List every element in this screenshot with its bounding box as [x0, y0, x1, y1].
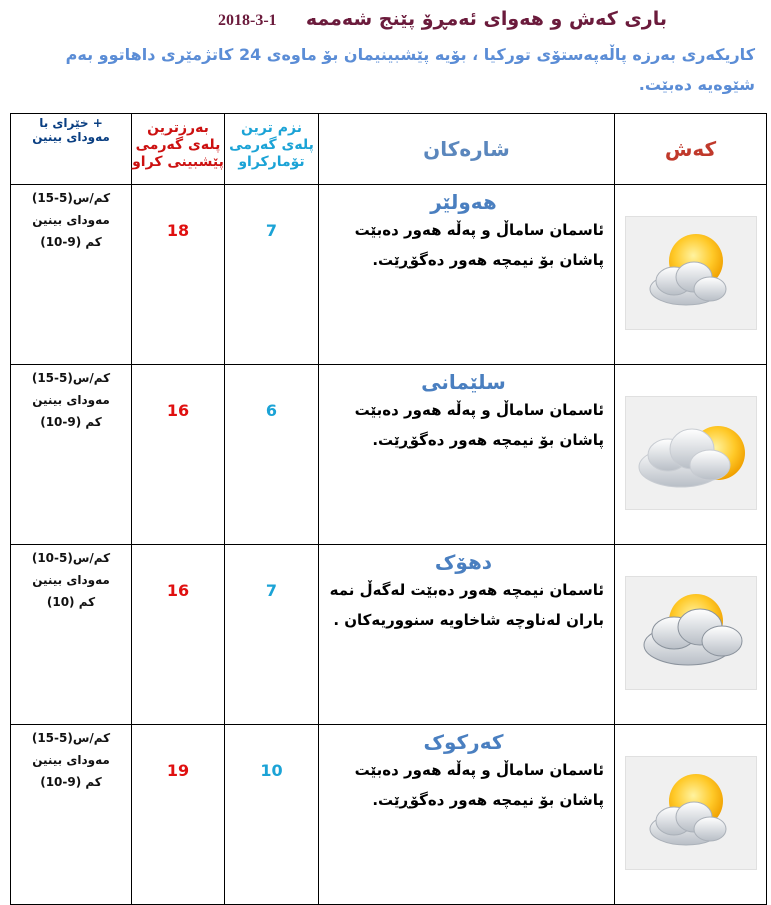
- max-temp-cell: 19: [132, 725, 225, 905]
- max-temp-cell: 18: [132, 185, 225, 365]
- table-row: [11, 365, 767, 545]
- visibility-label: مەودای بینین: [32, 573, 110, 587]
- visibility-range: (10-9) کم: [40, 775, 102, 789]
- weather-icon-cell: [615, 185, 767, 365]
- city-name: سلێمانی: [421, 370, 506, 394]
- visibility-range: (10-9) کم: [40, 415, 102, 429]
- city-cell: [319, 365, 615, 545]
- city-cell: [319, 185, 615, 365]
- weather-icon-cell: [615, 365, 767, 545]
- header-max-line: پێشبینی کراو: [132, 154, 224, 170]
- header-max-line: بەرزترین: [147, 120, 209, 136]
- title-row: [0, 8, 771, 38]
- header-cities: شارەکان: [319, 114, 615, 185]
- visibility-label: مەودای بینین: [32, 393, 110, 407]
- page-title: باری کەش و هەوای ئەمڕۆ پێنج شەممە: [305, 8, 667, 30]
- city-cell: [319, 545, 615, 725]
- header-min-line: تۆمارکراو: [238, 154, 305, 170]
- wind-visibility-cell: [11, 365, 132, 545]
- city-name: هەولێر: [430, 190, 497, 214]
- visibility-label: مەودای بینین: [32, 753, 110, 767]
- wind-speed: (15-5)کم/س: [31, 191, 111, 205]
- min-temp-cell: 7: [225, 545, 319, 725]
- min-temp-cell: 6: [225, 365, 319, 545]
- min-temp-cell: 10: [225, 725, 319, 905]
- header-min-line: نزم ترین: [241, 120, 302, 136]
- cloud-with-sun-icon: [625, 396, 757, 510]
- header-wind: [11, 114, 132, 185]
- header-min-temp: [225, 114, 319, 185]
- sun-behind-cloud-icon: [625, 216, 757, 330]
- table-header-row: [11, 114, 767, 185]
- weather-description: ئاسمان ساماڵ و پەڵە هەور دەبێت پاشان بۆ نیمچە هەور دەگۆڕێت.: [354, 221, 604, 269]
- city-name: دهۆک: [434, 550, 493, 574]
- wind-speed: (15-5)کم/س: [31, 731, 111, 745]
- city-cell: [319, 725, 615, 905]
- max-temp-cell: 16: [132, 545, 225, 725]
- min-temp-cell: 7: [225, 185, 319, 365]
- wind-visibility-cell: [11, 185, 132, 365]
- header-max-line: پلەی گەرمی: [135, 137, 221, 153]
- weather-description: ئاسمان نیمچە هەور دەبێت لەگەڵ نمە باران لەناوچە شاخاویە سنووریەکان .: [329, 581, 604, 629]
- header-weather: کەش: [615, 114, 767, 185]
- cloudy-sun-icon: [625, 576, 757, 690]
- weather-icon-cell: [615, 725, 767, 905]
- weather-description: ئاسمان ساماڵ و پەڵە هەور دەبێت پاشان بۆ نیمچە هەور دەگۆڕێت.: [354, 761, 604, 809]
- wind-speed: (10-5)کم/س: [31, 551, 111, 565]
- visibility-label: مەودای بینین: [32, 213, 110, 227]
- table-row: [11, 725, 767, 905]
- header-wind-line: خێرای با +: [39, 116, 103, 130]
- weather-icon-cell: [615, 545, 767, 725]
- sun-behind-cloud-icon: [625, 756, 757, 870]
- wind-visibility-cell: [11, 545, 132, 725]
- wind-speed: (15-5)کم/س: [31, 371, 111, 385]
- weather-table: [10, 113, 767, 905]
- max-temp-cell: 16: [132, 365, 225, 545]
- table-row: [11, 545, 767, 725]
- header-min-line: پلەی گەرمی: [229, 137, 314, 153]
- wind-visibility-cell: [11, 725, 132, 905]
- weather-description: ئاسمان ساماڵ و پەڵە هەور دەبێت پاشان بۆ نیمچە هەور دەگۆڕێت.: [354, 401, 604, 449]
- visibility-range: (10-9) کم: [40, 235, 102, 249]
- visibility-range: (10) کم: [46, 595, 96, 609]
- city-name: کەرکوک: [423, 730, 504, 754]
- header-wind-line: مەودای بینین: [32, 130, 110, 144]
- page-date: 2018-3-1: [218, 12, 277, 29]
- header-max-temp: [132, 114, 225, 185]
- intro-text: کاریکەری بەرزە پاڵەپەستۆی تورکیا ، بۆیە پێشبینیمان بۆ ماوەی 24 کاتژمێری داهاتوو بەم شێوەیە دەبێت.: [65, 45, 755, 94]
- table-row: [11, 185, 767, 365]
